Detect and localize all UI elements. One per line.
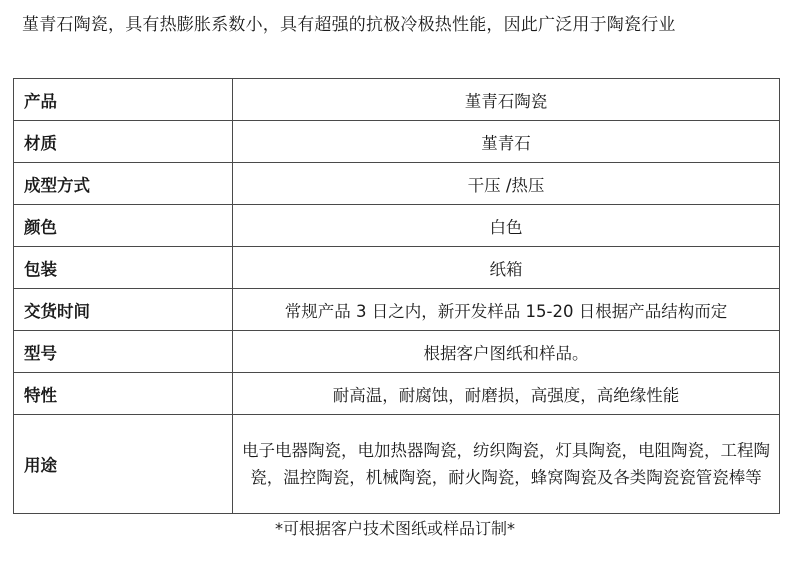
row-label: 颜色: [14, 205, 233, 247]
row-value: 纸箱: [233, 247, 780, 289]
footnote: *可根据客户技术图纸或样品订制*: [274, 519, 515, 538]
row-value: 电子电器陶瓷，电加热器陶瓷，纺织陶瓷，灯具陶瓷，电阻陶瓷，工程陶瓷，温控陶瓷，机械陶瓷，耐火陶瓷，蜂窝陶瓷及各类陶瓷瓷管瓷棒等: [233, 415, 780, 514]
table-row-forming: [14, 163, 780, 205]
row-label: 产品: [14, 79, 233, 121]
table-row-material: [14, 121, 780, 163]
row-label: 成型方式: [14, 163, 233, 205]
table-row-product: [14, 79, 780, 121]
row-value: 干压 /热压: [233, 163, 780, 205]
row-value: 堇青石陶瓷: [233, 79, 780, 121]
row-value: 堇青石: [233, 121, 780, 163]
table-row-applications: [14, 415, 780, 514]
row-label: 用途: [14, 415, 233, 514]
row-label: 材质: [14, 121, 233, 163]
row-value: 根据客户图纸和样品。: [233, 331, 780, 373]
row-value: 耐高温，耐腐蚀，耐磨损，高强度，高绝缘性能: [233, 373, 780, 415]
table-row-color: [14, 205, 780, 247]
table-row-model: [14, 331, 780, 373]
table-row-properties: [14, 373, 780, 415]
table-row-packaging: [14, 247, 780, 289]
row-label: 型号: [14, 331, 233, 373]
table-row-delivery: [14, 289, 780, 331]
spec-table: [13, 78, 780, 514]
row-value: 白色: [233, 205, 780, 247]
row-label: 特性: [14, 373, 233, 415]
row-label: 包装: [14, 247, 233, 289]
row-label: 交货时间: [14, 289, 233, 331]
intro-text: 堇青石陶瓷，具有热膨胀系数小，具有超强的抗极冷极热性能，因此广泛用于陶瓷行业: [22, 15, 676, 35]
row-value: 常规产品 3 日之内，新开发样品 15-20 日根据产品结构而定: [233, 289, 780, 331]
